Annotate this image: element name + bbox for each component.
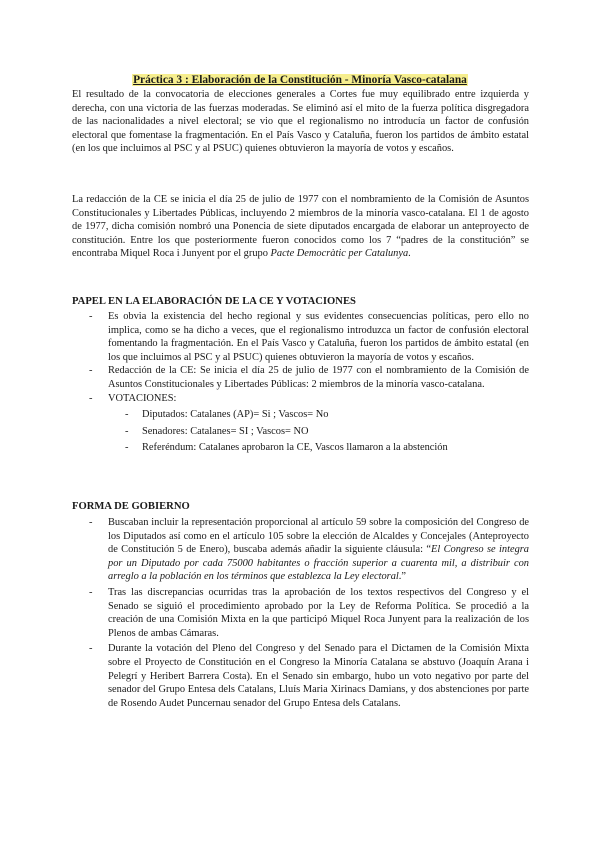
- section-heading-forma-gobierno: FORMA DE GOBIERNO: [72, 501, 190, 512]
- list-item-text: Buscaban incluir la representación proporcional al artículo 59 sobre la composición del Congreso de los Diputados así como en el artículo 105 sobre la elección de Alcaldes y Concejales (Anteproyecto de Constitución 5 de Enero), buscaba además añadir la siguiente cláusula: “: [108, 517, 529, 556]
- vote-item-text: Diputados: Catalanes (AP)= Si ; Vascos= No: [142, 409, 329, 421]
- clause-quote: El Congreso se integra por un Diputado por cada 75000 habitantes o fracción superior a cuarenta mil, a distribuir con arreglo a la población en los términos que establezca la Ley electoral: [108, 544, 529, 583]
- dash-bullet: -: [89, 311, 93, 322]
- section-list-votaciones: [72, 310, 529, 455]
- intro-paragraph-2: [72, 193, 529, 261]
- dash-bullet: -: [125, 409, 129, 421]
- vote-item-text: Referéndum: Catalanes aprobaron la CE, Vascos llamaron a la abstención: [142, 442, 448, 454]
- vote-item: [108, 408, 529, 422]
- document-title-text: Práctica 3 : Elaboración de la Constitución - Minoría Vasco-catalana: [133, 74, 467, 86]
- dash-bullet: -: [125, 425, 129, 437]
- vote-item-text: Senadores: Catalanes= SI ; Vascos= NO: [142, 425, 309, 437]
- list-item-text: Tras las discrepancias ocurridas tras la aprobación de los textos respectivos del Congreso y el Senado se siguió el procedimiento aprobado por la Ley de Reforma Política. Se procedió a la creación de una Comisión Mixta en la que participó Miquel Roca Junyent para la realización de los Plenos de ambas Cámaras.: [108, 586, 529, 639]
- list-item: [72, 310, 529, 364]
- dash-bullet: -: [89, 586, 93, 598]
- clause-quote-end: .”: [398, 571, 407, 583]
- list-item: [72, 586, 529, 640]
- list-item-text: Es obvia la existencia del hecho regional y sus evidentes consecuencias políticas, pero ello no implica, como se ha dicho a veces, que el regionalismo introduzca un factor de confusión electoral fomentando la fragmentación. En el País Vasco y Cataluña, fueron los partidos de ámbito estatal (en los que incluimos al PSC y al PSUC) quienes obtuvieron la mayoría de votos y escaños.: [108, 311, 529, 363]
- section-list-forma-gobierno: [72, 516, 529, 710]
- list-item: [72, 516, 529, 584]
- list-item: [72, 642, 529, 710]
- dash-bullet: -: [89, 643, 93, 655]
- vote-item: [108, 441, 529, 455]
- intro-paragraph-1: El resultado de la convocatoria de elecciones generales a Cortes fue muy equilibrado entre izquierda y derecha, con una victoria de las fuerzas moderadas. Se eliminó así el mito de la fuerza política disgregadora de las nacionalidades a nivel electoral; se vio que el regionalismo no introducía un factor de confusión electoral que fomentase la fragmentación. En el País Vasco y Cataluña, fueron los partidos de ámbito estatal (en los que incluimos al PSC y al PSUC) quienes obtuvieron la mayoría de votos y escaños.: [72, 89, 529, 155]
- group-name: Pacte Democràtic per Catalunya: [270, 248, 409, 260]
- list-item-text: Redacción de la CE: Se inicia el día 25 de julio de 1977 con el nombramiento de la Comisión de Asuntos Constitucionales y Libertades Públicas: 2 miembros de la minoría vasco-catalana.: [108, 365, 529, 390]
- vote-item: [108, 425, 529, 439]
- list-item-text: VOTACIONES:: [108, 392, 177, 404]
- list-item-text: Durante la votación del Pleno del Congreso y del Senado para el Dictamen de la Comisión Mixta sobre el Proyecto de Constitución en el Congreso la Minoría Catalana se abstuvo (Joaquín Arana i Pelegrí y Heribert Barrera Costa). En el Senado sin embargo, hubo un voto negativo por parte del senador del Grupo Entesa dels Catalans, Lluís Maria Xirinacs Damians, y dos abstenciones por parte de Rosendo Audet Puncernau senador del Grupo Entesa dels Catalans.: [108, 643, 529, 709]
- intro-paragraph-2-end: .: [408, 248, 411, 260]
- section-heading-votaciones: PAPEL EN LA ELABORACIÓN DE LA CE Y VOTACIONES: [72, 296, 356, 307]
- dash-bullet: -: [125, 442, 129, 454]
- intro-paragraph-2-text: La redacción de la CE se inicia el día 25 de julio de 1977 con el nombramiento de la Comisión de Asuntos Constitucionales y Libertades Públicas, incluyendo 2 miembros de la minoría vasco-catalana. El 1 de agosto de 1977, dicha comisión nombró una Ponencia de siete diputados encargada de elaborar un anteproyecto de constitución. Entre los que posteriormente fueron conocidos como los 7 “padres de la constitución” se encontraba Miquel Roca i Junyent por el grupo: [72, 194, 529, 260]
- list-item: [72, 364, 529, 391]
- dash-bullet: -: [89, 517, 93, 528]
- dash-bullet: -: [89, 365, 93, 377]
- dash-bullet: -: [89, 392, 93, 404]
- votes-sublist: [108, 408, 529, 455]
- document-title: [0, 73, 600, 87]
- list-item: [72, 392, 529, 455]
